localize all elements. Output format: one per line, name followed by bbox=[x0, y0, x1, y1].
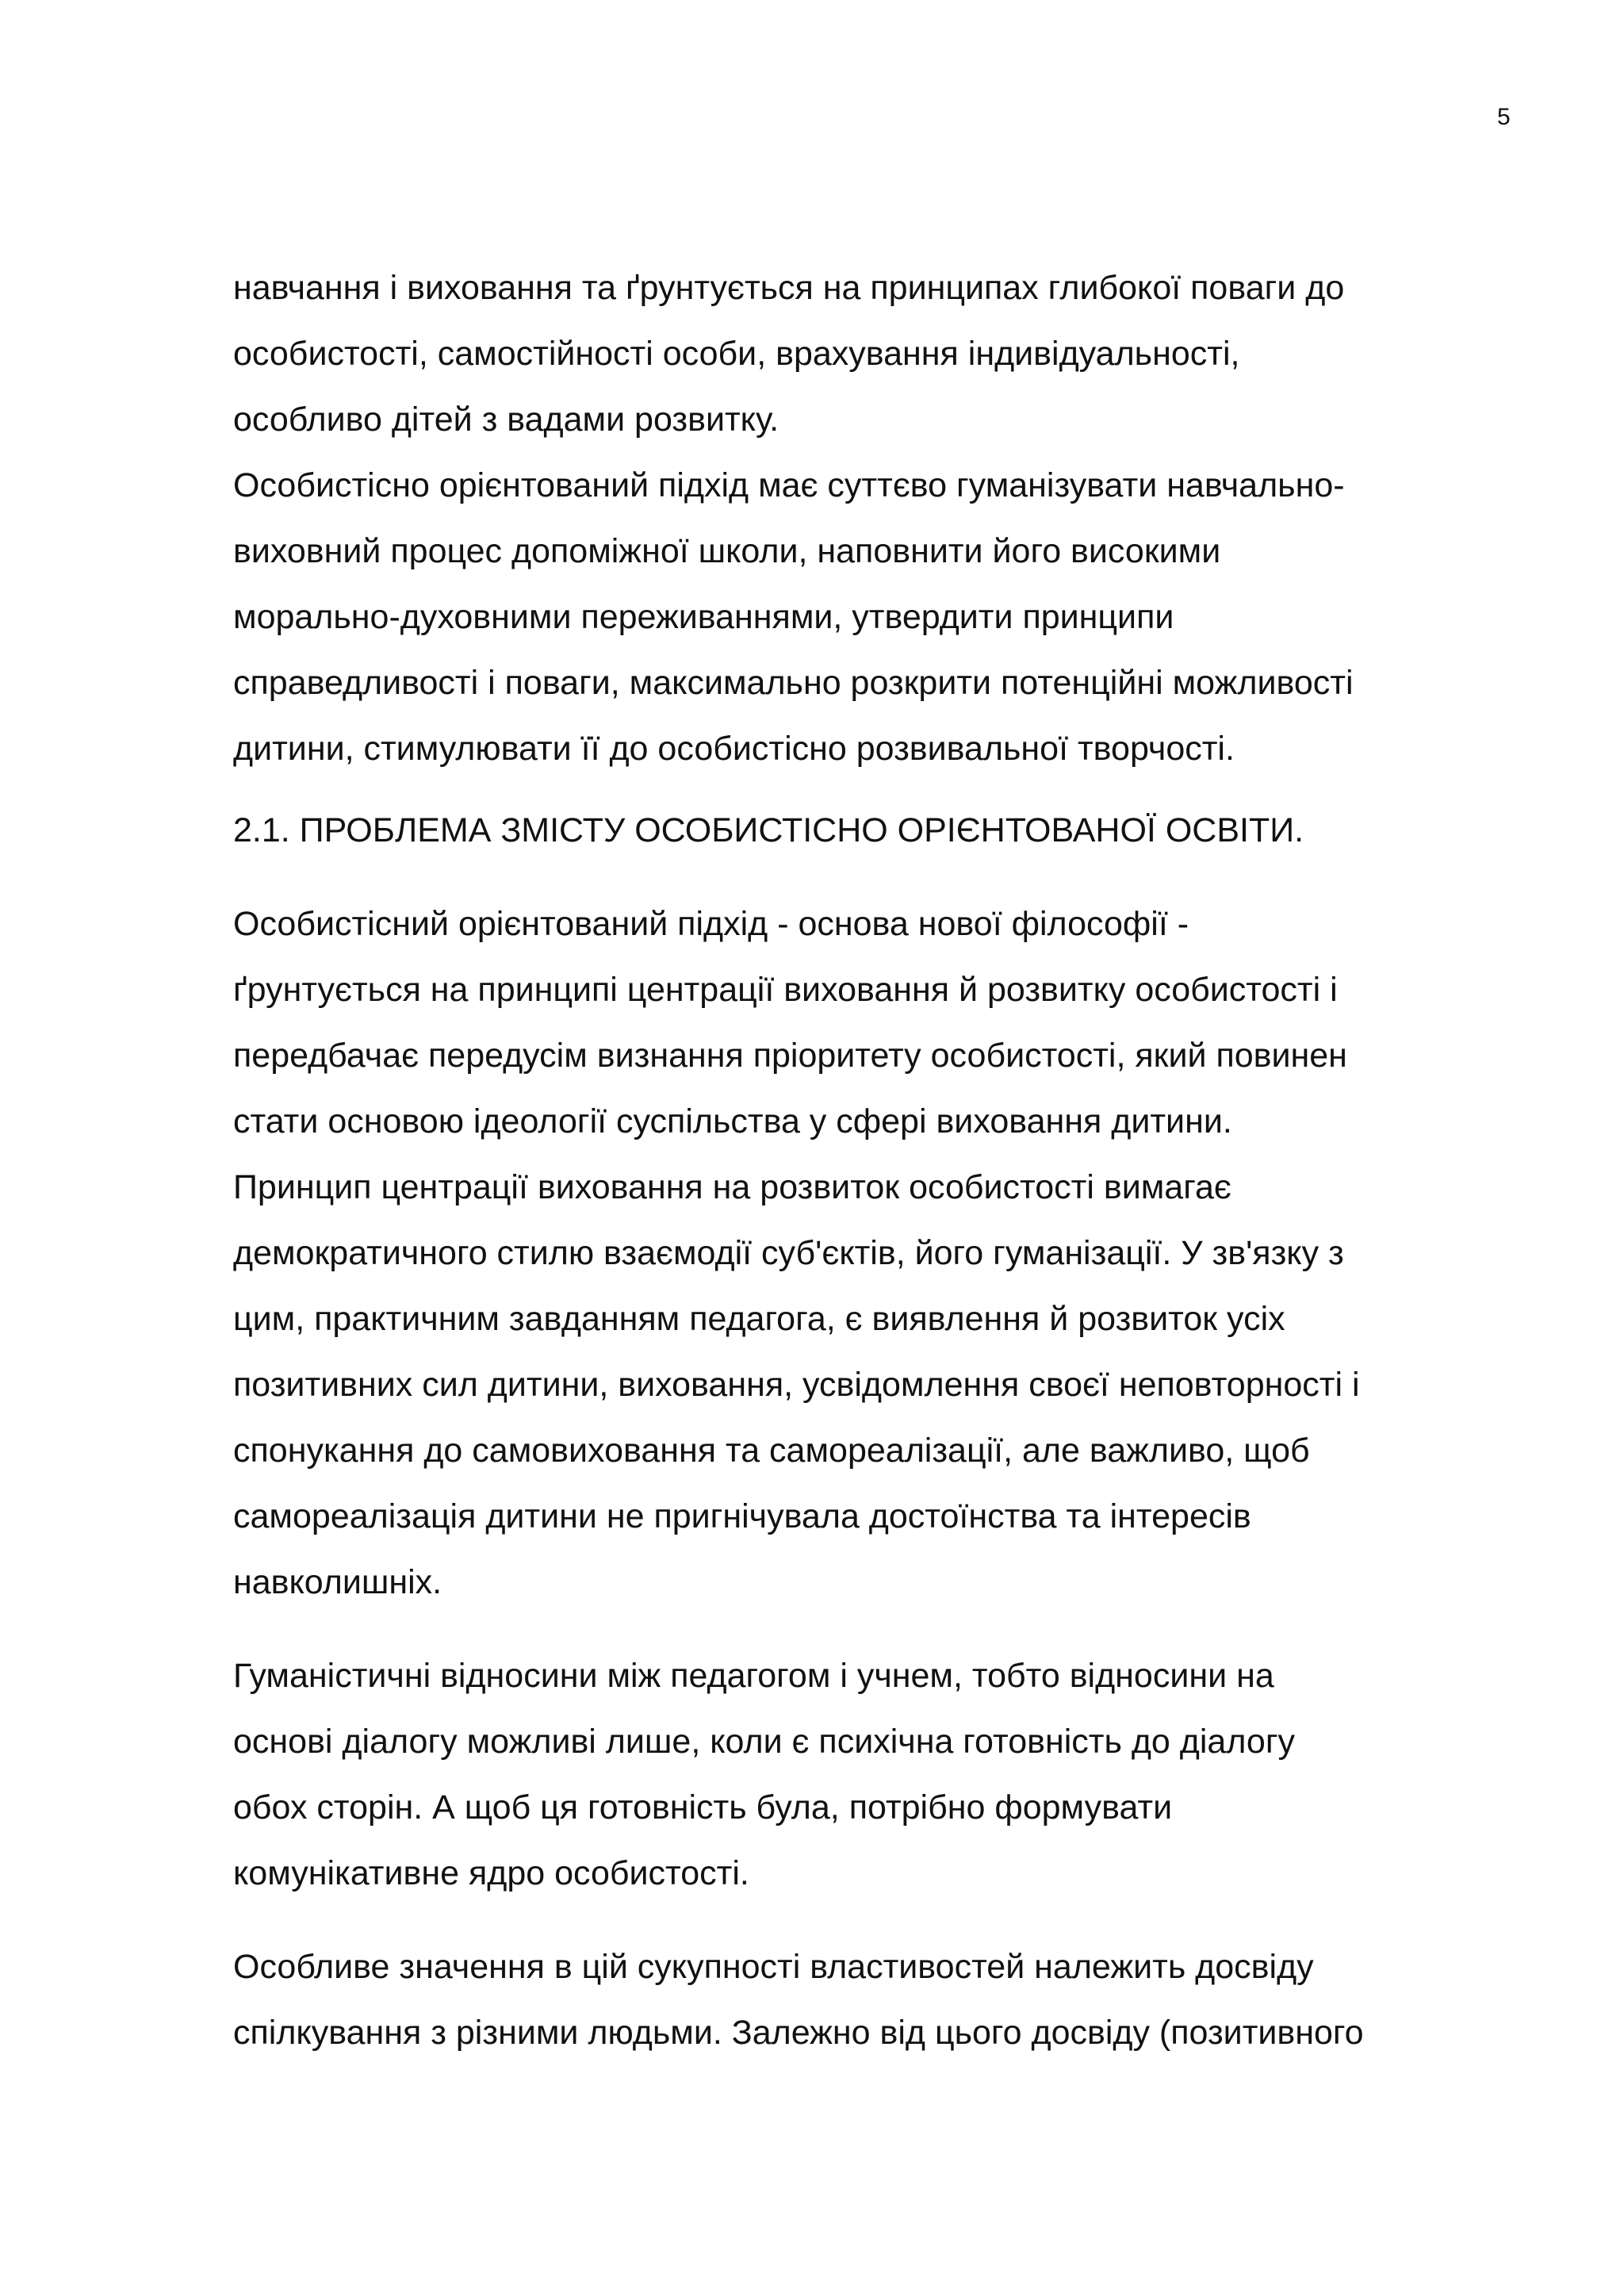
text-line: Особливе значення в цій сукупності властивостей належить досвіду bbox=[233, 1948, 1314, 1986]
text-line: Особистісно орієнтований підхід має суттєво гуманізувати навчально- bbox=[233, 466, 1345, 504]
text-line: навчання і виховання та ґрунтується на принципах глибокої поваги до bbox=[233, 269, 1345, 307]
page-content bbox=[233, 255, 1534, 2066]
paragraph-2 bbox=[233, 453, 1534, 782]
text-line: ґрунтується на принципі центрації виховання й розвитку особистості і bbox=[233, 971, 1338, 1009]
text-line: Особистісний орієнтований підхід - основа нової філософії - bbox=[233, 905, 1189, 943]
text-line: обох сторін. А щоб ця готовність була, потрібно формувати bbox=[233, 1788, 1173, 1826]
text-line: Принцип центрації виховання на розвиток особистості вимагає bbox=[233, 1168, 1231, 1206]
text-line: комунікативне ядро особистості. bbox=[233, 1854, 749, 1892]
text-line: демократичного стилю взаємодії суб'єктів, його гуманізації. У зв'язку з bbox=[233, 1234, 1344, 1272]
paragraph-5 bbox=[233, 1934, 1534, 2066]
text-line: особистості, самостійності особи, врахування індивідуальності, bbox=[233, 335, 1240, 373]
text-line: виховний процес допоміжної школи, наповнити його високими bbox=[233, 532, 1221, 570]
text-line: позитивних сил дитини, виховання, усвідомлення своєї неповторності і bbox=[233, 1366, 1360, 1404]
text-line: спонукання до самовиховання та самореалізації, але важливо, щоб bbox=[233, 1432, 1310, 1470]
text-line: морально-духовними переживаннями, утвердити принципи bbox=[233, 598, 1174, 636]
text-line: справедливості і поваги, максимально розкрити потенційні можливості bbox=[233, 664, 1354, 702]
paragraph-4 bbox=[233, 1643, 1534, 1907]
text-line: особливо дітей з вадами розвитку. bbox=[233, 401, 779, 439]
text-line: самореалізація дитини не пригнічувала достоїнства та інтересів bbox=[233, 1497, 1251, 1535]
section-heading: 2.1. ПРОБЛЕМА ЗМІСТУ ОСОБИСТІСНО ОРІЄНТОВАНОЇ ОСВІТИ. bbox=[233, 811, 1304, 849]
text-line: основі діалогу можливі лише, коли є психічна готовність до діалогу bbox=[233, 1723, 1296, 1761]
paragraph-3 bbox=[233, 891, 1534, 1616]
text-line: Гуманістичні відносини між педагогом і учнем, тобто відносини на bbox=[233, 1657, 1274, 1695]
page-number: 5 bbox=[1497, 104, 1511, 130]
text-line: дитини, стимулювати її до особистісно розвивальної творчості. bbox=[233, 730, 1235, 768]
text-line: цим, практичним завданням педагога, є виявлення й розвиток усіх bbox=[233, 1300, 1285, 1338]
text-line: передбачає передусім визнання пріоритету особистості, який повинен bbox=[233, 1037, 1347, 1075]
paragraph-1 bbox=[233, 255, 1534, 453]
text-line: спілкування з різними людьми. Залежно від цього досвіду (позитивного bbox=[233, 2014, 1364, 2052]
text-line: стати основою ідеології суспільства у сфері виховання дитини. bbox=[233, 1102, 1232, 1140]
text-line: навколишніх. bbox=[233, 1563, 442, 1601]
